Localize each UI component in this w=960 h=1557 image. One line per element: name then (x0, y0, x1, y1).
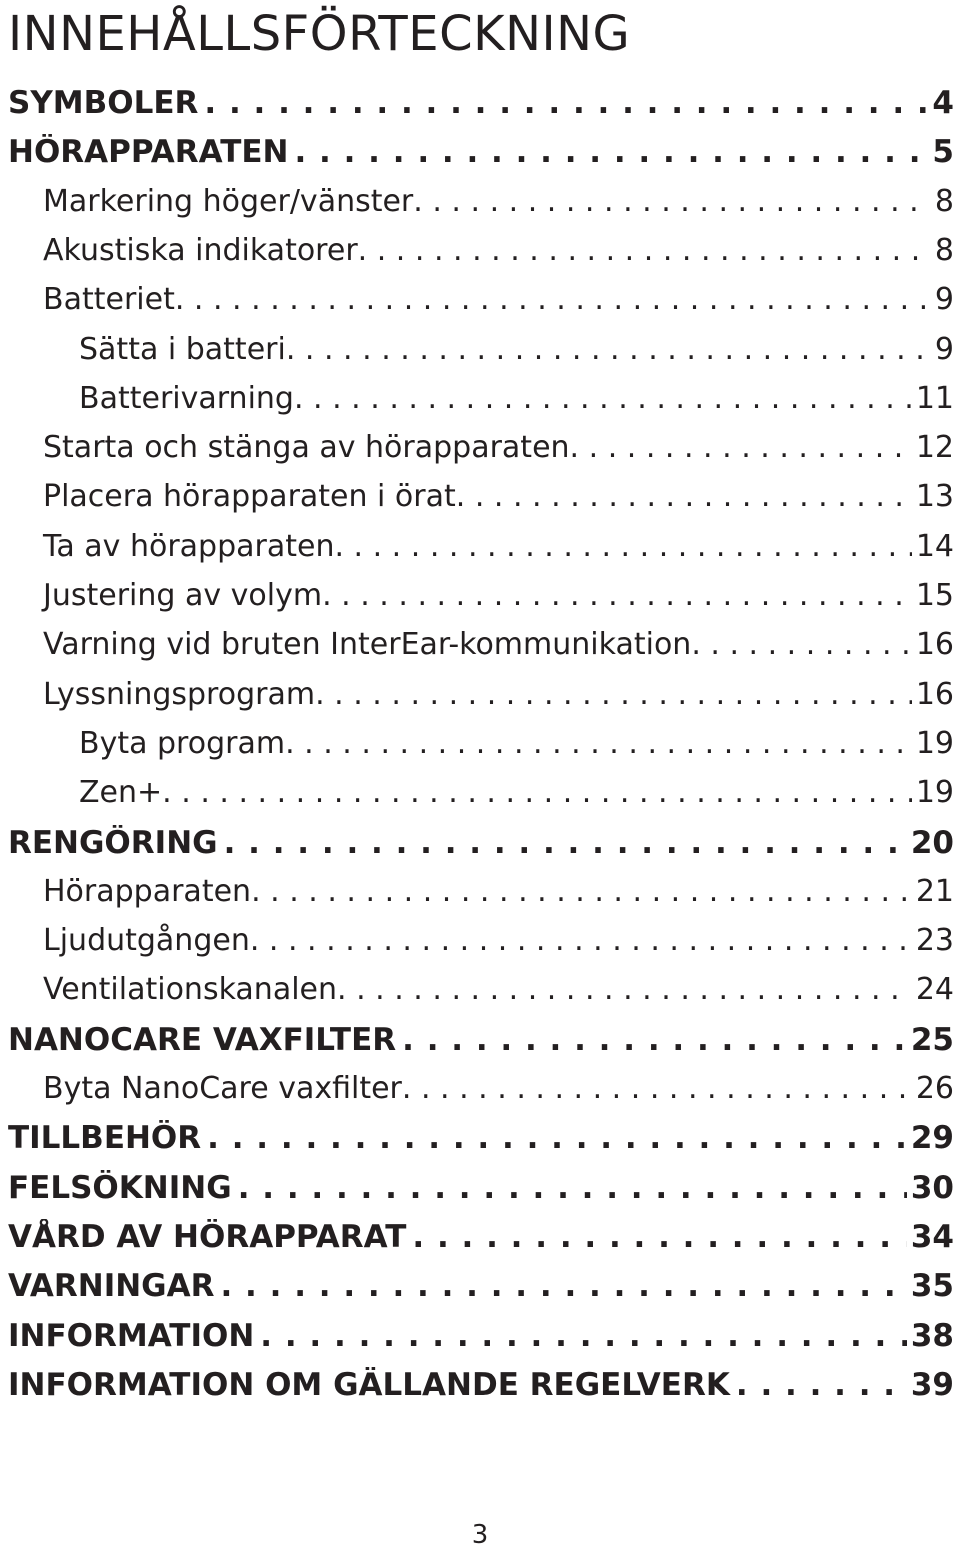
toc-entry-page-number: 9 (934, 282, 954, 317)
toc-entry-page-number: 26 (915, 1071, 954, 1106)
toc-entry[interactable] (0, 825, 954, 871)
toc-entry-page-number: 16 (915, 627, 954, 662)
toc-entry[interactable] (0, 381, 954, 427)
toc-entry-page-number: 5 (932, 134, 954, 170)
toc-entry-title: INFORMATION (8, 1318, 255, 1354)
dot-leader (358, 233, 931, 268)
toc-entry-page-number: 23 (915, 923, 954, 958)
toc-entry-title: Ljudutgången (43, 923, 250, 958)
toc-entry-page-number: 35 (910, 1268, 954, 1304)
toc-entry-page-number: 38 (910, 1318, 954, 1354)
toc-entry[interactable] (0, 332, 954, 378)
dot-leader (238, 1170, 907, 1206)
toc-entry-title: Hörapparaten (43, 874, 252, 909)
toc-entry-page-number: 13 (915, 479, 954, 514)
toc-entry[interactable] (0, 184, 954, 230)
toc-entry-page-number: 29 (910, 1120, 954, 1156)
toc-entry-page-number: 39 (910, 1367, 954, 1403)
toc-entry-page-number: 20 (910, 825, 954, 861)
toc-entry[interactable] (0, 775, 954, 821)
dot-leader (224, 825, 907, 861)
toc-entry-title: SYMBOLER (8, 85, 199, 121)
dot-leader (250, 923, 912, 958)
toc-entry-page-number: 19 (915, 726, 954, 761)
toc-entry-title: VÅRD AV HÖRAPPARAT (8, 1219, 407, 1255)
toc-entry-page-number: 12 (915, 430, 954, 465)
dot-leader (204, 85, 928, 121)
toc-entry-title: HÖRAPPARATEN (8, 134, 289, 170)
toc-entry[interactable] (0, 282, 954, 328)
toc-entry[interactable] (0, 430, 954, 476)
toc-entry-page-number: 16 (915, 677, 954, 712)
dot-leader (334, 529, 911, 564)
toc-entry[interactable] (0, 1367, 954, 1413)
dot-leader (570, 430, 912, 465)
toc-entry[interactable] (0, 1318, 954, 1364)
toc-entry-title: Batterivarning (79, 381, 294, 416)
toc-entry-title: FELSÖKNING (8, 1170, 232, 1206)
toc-entry-page-number: 14 (915, 529, 954, 564)
dot-leader (322, 578, 912, 613)
toc-entry[interactable] (0, 1022, 954, 1068)
toc-entry-title: Byta NanoCare vaxfilter (43, 1071, 402, 1106)
dot-leader (162, 775, 912, 810)
toc-entry[interactable] (0, 627, 954, 673)
dot-leader (337, 972, 912, 1007)
dot-leader (285, 726, 912, 761)
toc-entry[interactable] (0, 726, 954, 772)
toc-entry[interactable] (0, 529, 954, 575)
toc-entry-page-number: 11 (915, 381, 954, 416)
toc-entry-title: Zen+ (79, 775, 163, 810)
dot-leader (220, 1268, 906, 1304)
toc-entry-title: INFORMATION OM GÄLLANDE REGELVERK (8, 1367, 730, 1403)
toc-entry-title: Ta av hörapparaten (43, 529, 335, 564)
dot-leader (286, 332, 931, 367)
toc-entry[interactable] (0, 578, 954, 624)
toc-entry-page-number: 21 (915, 874, 954, 909)
page-title: INNEHÅLLSFÖRTECKNING (8, 6, 631, 62)
dot-leader (402, 1071, 912, 1106)
toc-entry[interactable] (0, 1268, 954, 1314)
toc-entry-page-number: 34 (910, 1219, 954, 1255)
toc-entry[interactable] (0, 85, 954, 131)
dot-leader (251, 874, 912, 909)
toc-entry-title: Batteriet (43, 282, 175, 317)
toc-entry[interactable] (0, 1071, 954, 1117)
toc-entry[interactable] (0, 233, 954, 279)
toc-entry[interactable] (0, 923, 954, 969)
toc-entry-title: NANOCARE VAXFILTER (8, 1022, 397, 1058)
toc-entry-title: Markering höger/vänster (43, 184, 414, 219)
page-number: 3 (471, 1520, 489, 1550)
dot-leader (207, 1120, 907, 1156)
toc-entry-title: Lyssningsprogram (43, 677, 316, 712)
toc-entry-title: Varning vid bruten InterEar-kommunikation (43, 627, 692, 662)
toc-entry-title: Ventilationskanalen (43, 972, 338, 1007)
toc-entry-title: Placera hörapparaten i örat (43, 479, 456, 514)
dot-leader (175, 282, 931, 317)
toc-entry-page-number: 4 (932, 85, 954, 121)
toc-entry-title: Byta program (79, 726, 286, 761)
toc-entry-page-number: 8 (934, 233, 954, 268)
dot-leader (691, 627, 912, 662)
toc-entry[interactable] (0, 874, 954, 920)
toc-entry-title: Starta och stänga av hörapparaten (43, 430, 570, 465)
toc-entry-page-number: 24 (915, 972, 954, 1007)
toc-entry[interactable] (0, 134, 954, 180)
toc-entry[interactable] (0, 677, 954, 723)
toc-entry-title: VARNINGAR (8, 1268, 215, 1304)
dot-leader (315, 677, 912, 712)
toc-entry-page-number: 19 (915, 775, 954, 810)
toc-entry-title: RENGÖRING (8, 825, 218, 861)
toc-entry-page-number: 30 (910, 1170, 954, 1206)
dot-leader (294, 381, 912, 416)
toc-entry[interactable] (0, 1219, 954, 1265)
toc-entry-page-number: 9 (934, 332, 954, 367)
toc-entry-page-number: 8 (934, 184, 954, 219)
dot-leader (294, 134, 928, 170)
toc-entry-page-number: 15 (915, 578, 954, 613)
toc-entry[interactable] (0, 972, 954, 1018)
dot-leader (736, 1367, 907, 1403)
toc-entry-title: Sätta i batteri (79, 332, 286, 367)
toc-entry-title: Akustiska indikatorer (43, 233, 358, 268)
toc-entry-title: Justering av volym (43, 578, 323, 613)
dot-leader (402, 1022, 907, 1058)
toc-entry-page-number: 25 (910, 1022, 954, 1058)
toc-entry[interactable] (0, 1170, 954, 1216)
toc-entry[interactable] (0, 1120, 954, 1166)
dot-leader (260, 1318, 907, 1354)
dot-leader (412, 1219, 906, 1255)
dot-leader (456, 479, 912, 514)
toc-entry-title: TILLBEHÖR (8, 1120, 202, 1156)
toc-entry[interactable] (0, 479, 954, 525)
dot-leader (413, 184, 931, 219)
